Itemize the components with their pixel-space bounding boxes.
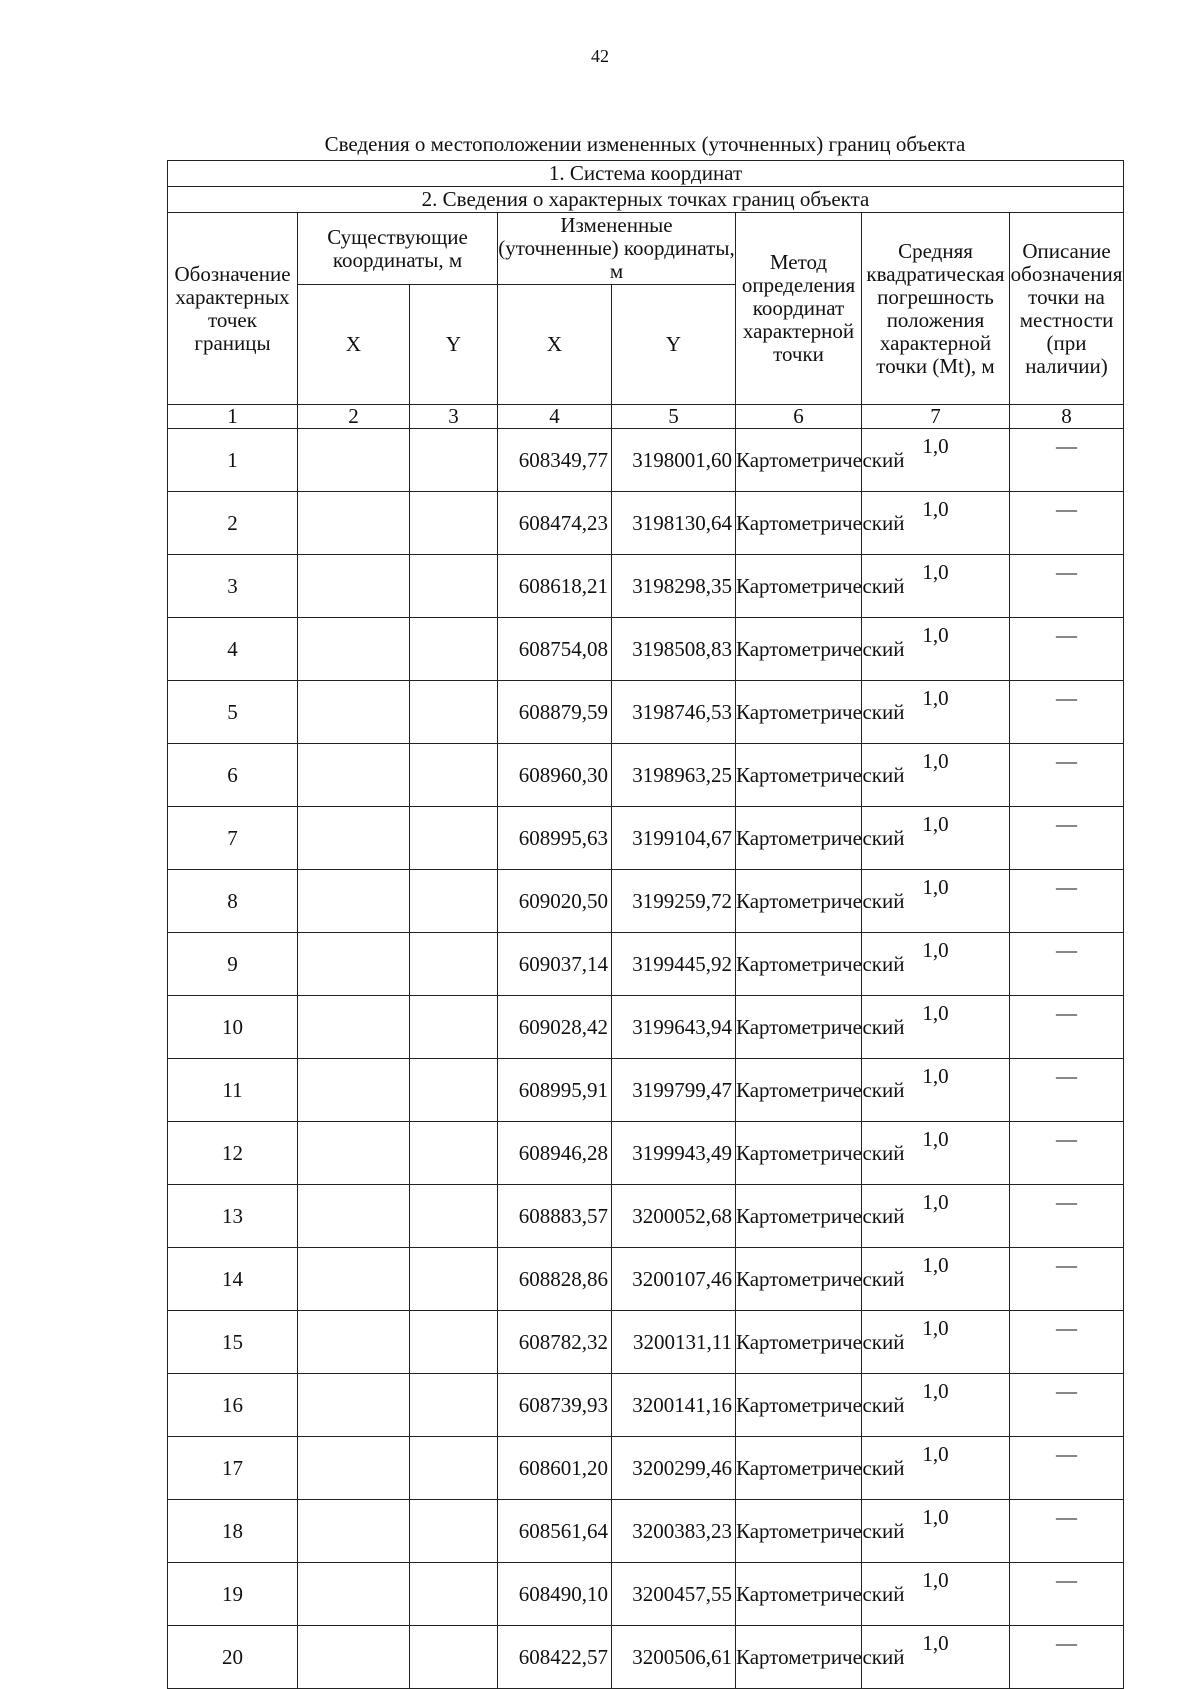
method-cell: Картометрический: [736, 807, 862, 870]
point-number-cell: 14: [168, 1248, 298, 1311]
point-number-cell: 1: [168, 429, 298, 492]
method-cell: Картометрический: [736, 1626, 862, 1689]
point-number-cell: 10: [168, 996, 298, 1059]
header-description: Описание обозначения точки на местности (при наличии): [1010, 213, 1124, 405]
point-number-cell: 2: [168, 492, 298, 555]
changed-x-cell: 608490,10: [498, 1563, 612, 1626]
header-existing-y: Y: [410, 285, 498, 405]
existing-y-cell: [410, 429, 498, 492]
changed-x-cell: 608946,28: [498, 1122, 612, 1185]
existing-x-cell: [298, 996, 410, 1059]
existing-y-cell: [410, 807, 498, 870]
column-number: 6: [736, 405, 862, 429]
changed-y-cell: 3199643,94: [612, 996, 736, 1059]
table-row: [168, 1185, 1124, 1248]
column-number: 1: [168, 405, 298, 429]
existing-x-cell: [298, 492, 410, 555]
existing-x-cell: [298, 1185, 410, 1248]
changed-x-cell: 608561,64: [498, 1500, 612, 1563]
changed-x-cell: 608960,30: [498, 744, 612, 807]
header-error: Средняя квадратическая погрешность положения характерной точки (Mt), м: [862, 213, 1010, 405]
existing-y-cell: [410, 618, 498, 681]
changed-y-cell: 3199259,72: [612, 870, 736, 933]
changed-y-cell: 3198130,64: [612, 492, 736, 555]
description-cell: —: [1010, 1248, 1124, 1311]
mt-cell: 1,0: [862, 1059, 1010, 1122]
description-cell: —: [1010, 807, 1124, 870]
existing-y-cell: [410, 744, 498, 807]
changed-y-cell: 3200506,61: [612, 1626, 736, 1689]
header-changed: Измененные (уточненные) координаты, м: [498, 213, 735, 283]
point-number-cell: 5: [168, 681, 298, 744]
table-row: [168, 492, 1124, 555]
changed-x-cell: 608879,59: [498, 681, 612, 744]
method-cell: Картометрический: [736, 870, 862, 933]
method-cell: Картометрический: [736, 996, 862, 1059]
changed-y-cell: 3198298,35: [612, 555, 736, 618]
changed-x-cell: 608739,93: [498, 1374, 612, 1437]
description-cell: —: [1010, 618, 1124, 681]
mt-cell: 1,0: [862, 618, 1010, 681]
existing-y-cell: [410, 681, 498, 744]
table-row: [168, 1437, 1124, 1500]
table-row: [168, 870, 1124, 933]
existing-x-cell: [298, 1437, 410, 1500]
section1-label: 1. Система координат: [168, 161, 1124, 187]
description-cell: —: [1010, 1374, 1124, 1437]
point-number-cell: 18: [168, 1500, 298, 1563]
table-row: [168, 807, 1124, 870]
mt-cell: 1,0: [862, 1437, 1010, 1500]
existing-x-cell: [298, 618, 410, 681]
section2-label: 2. Сведения о характерных точках границ объекта: [168, 187, 1124, 213]
changed-x-cell: 608782,32: [498, 1311, 612, 1374]
existing-y-cell: [410, 1185, 498, 1248]
method-cell: Картометрический: [736, 1437, 862, 1500]
section-coordinate-system: [168, 161, 1124, 187]
description-cell: —: [1010, 870, 1124, 933]
existing-x-cell: [298, 681, 410, 744]
description-cell: —: [1010, 1122, 1124, 1185]
changed-x-cell: 608995,91: [498, 1059, 612, 1122]
header-changed-x: X: [498, 285, 612, 405]
column-number: 5: [612, 405, 736, 429]
point-number-cell: 4: [168, 618, 298, 681]
existing-x-cell: [298, 1311, 410, 1374]
method-cell: Картометрический: [736, 1059, 862, 1122]
changed-y-cell: 3198001,60: [612, 429, 736, 492]
header-row: [168, 213, 1124, 285]
description-cell: —: [1010, 1311, 1124, 1374]
method-cell: Картометрический: [736, 618, 862, 681]
point-number-cell: 6: [168, 744, 298, 807]
description-cell: —: [1010, 1563, 1124, 1626]
header-existing-x: X: [298, 285, 410, 405]
description-cell: —: [1010, 1626, 1124, 1689]
existing-x-cell: [298, 1248, 410, 1311]
changed-y-cell: 3200299,46: [612, 1437, 736, 1500]
changed-y-cell: 3198508,83: [612, 618, 736, 681]
column-number: 2: [298, 405, 410, 429]
method-cell: Картометрический: [736, 1311, 862, 1374]
point-number-cell: 19: [168, 1563, 298, 1626]
mt-cell: 1,0: [862, 744, 1010, 807]
page-number: 42: [591, 46, 609, 66]
method-cell: Картометрический: [736, 1122, 862, 1185]
description-cell: —: [1010, 555, 1124, 618]
header-existing: Существующие координаты, м: [298, 213, 498, 285]
existing-y-cell: [410, 1059, 498, 1122]
existing-x-cell: [298, 744, 410, 807]
mt-cell: 1,0: [862, 1374, 1010, 1437]
changed-x-cell: 608422,57: [498, 1626, 612, 1689]
table-body: [168, 429, 1124, 1689]
changed-y-cell: 3199445,92: [612, 933, 736, 996]
existing-y-cell: [410, 555, 498, 618]
existing-x-cell: [298, 1374, 410, 1437]
point-number-cell: 20: [168, 1626, 298, 1689]
method-cell: Картометрический: [736, 429, 862, 492]
description-cell: —: [1010, 681, 1124, 744]
boundary-points-table: [167, 160, 1124, 1689]
existing-y-cell: [410, 1374, 498, 1437]
mt-cell: 1,0: [862, 996, 1010, 1059]
changed-y-cell: 3200052,68: [612, 1185, 736, 1248]
mt-cell: 1,0: [862, 1626, 1010, 1689]
mt-cell: 1,0: [862, 429, 1010, 492]
method-cell: Картометрический: [736, 555, 862, 618]
table-row: [168, 555, 1124, 618]
table-row: [168, 1248, 1124, 1311]
description-cell: —: [1010, 996, 1124, 1059]
existing-y-cell: [410, 1122, 498, 1185]
point-number-cell: 8: [168, 870, 298, 933]
changed-y-cell: 3200131,11: [612, 1311, 736, 1374]
table-row: [168, 1374, 1124, 1437]
existing-x-cell: [298, 429, 410, 492]
table-row: [168, 1500, 1124, 1563]
mt-cell: 1,0: [862, 870, 1010, 933]
method-cell: Картометрический: [736, 1248, 862, 1311]
existing-y-cell: [410, 870, 498, 933]
point-number-cell: 13: [168, 1185, 298, 1248]
column-number: 3: [410, 405, 498, 429]
existing-x-cell: [298, 933, 410, 996]
mt-cell: 1,0: [862, 681, 1010, 744]
existing-x-cell: [298, 1059, 410, 1122]
description-cell: —: [1010, 933, 1124, 996]
header-designation: Обозначение характерных точек границы: [168, 213, 298, 405]
mt-cell: 1,0: [862, 1311, 1010, 1374]
changed-y-cell: 3200141,16: [612, 1374, 736, 1437]
point-number-cell: 12: [168, 1122, 298, 1185]
point-number-cell: 9: [168, 933, 298, 996]
description-cell: —: [1010, 1437, 1124, 1500]
changed-x-cell: 608618,21: [498, 555, 612, 618]
mt-cell: 1,0: [862, 1248, 1010, 1311]
changed-x-cell: 608349,77: [498, 429, 612, 492]
point-number-cell: 11: [168, 1059, 298, 1122]
existing-y-cell: [410, 1563, 498, 1626]
mt-cell: 1,0: [862, 807, 1010, 870]
method-cell: Картометрический: [736, 933, 862, 996]
point-number-cell: 7: [168, 807, 298, 870]
mt-cell: 1,0: [862, 1563, 1010, 1626]
method-cell: Картометрический: [736, 681, 862, 744]
changed-y-cell: 3199943,49: [612, 1122, 736, 1185]
existing-y-cell: [410, 1626, 498, 1689]
column-number: 7: [862, 405, 1010, 429]
column-number: 4: [498, 405, 612, 429]
table-row: [168, 429, 1124, 492]
mt-cell: 1,0: [862, 492, 1010, 555]
changed-y-cell: 3198746,53: [612, 681, 736, 744]
changed-y-cell: 3200457,55: [612, 1563, 736, 1626]
document-title: Сведения о местоположении измененных (уточненных) границ объекта: [324, 132, 966, 156]
table-row: [168, 933, 1124, 996]
table-row: [168, 996, 1124, 1059]
table-row: [168, 1311, 1124, 1374]
mt-cell: 1,0: [862, 555, 1010, 618]
changed-y-cell: 3200107,46: [612, 1248, 736, 1311]
existing-y-cell: [410, 996, 498, 1059]
existing-y-cell: [410, 1248, 498, 1311]
changed-x-cell: 609037,14: [498, 933, 612, 996]
description-cell: —: [1010, 1500, 1124, 1563]
method-cell: Картометрический: [736, 1563, 862, 1626]
method-cell: Картометрический: [736, 1185, 862, 1248]
mt-cell: 1,0: [862, 1122, 1010, 1185]
column-number-row: [168, 405, 1124, 429]
point-number-cell: 15: [168, 1311, 298, 1374]
point-number-cell: 17: [168, 1437, 298, 1500]
header-changed-y: Y: [612, 285, 736, 405]
column-number: 8: [1010, 405, 1124, 429]
existing-y-cell: [410, 933, 498, 996]
method-cell: Картометрический: [736, 744, 862, 807]
existing-x-cell: [298, 1122, 410, 1185]
mt-cell: 1,0: [862, 933, 1010, 996]
mt-cell: 1,0: [862, 1185, 1010, 1248]
existing-y-cell: [410, 1311, 498, 1374]
changed-x-cell: 608828,86: [498, 1248, 612, 1311]
description-cell: —: [1010, 744, 1124, 807]
changed-x-cell: 608883,57: [498, 1185, 612, 1248]
point-number-cell: 3: [168, 555, 298, 618]
method-cell: Картометрический: [736, 492, 862, 555]
description-cell: —: [1010, 492, 1124, 555]
table-row: [168, 618, 1124, 681]
existing-x-cell: [298, 1626, 410, 1689]
existing-x-cell: [298, 1563, 410, 1626]
existing-y-cell: [410, 492, 498, 555]
changed-y-cell: 3199104,67: [612, 807, 736, 870]
existing-x-cell: [298, 1500, 410, 1563]
mt-cell: 1,0: [862, 1500, 1010, 1563]
method-cell: Картометрический: [736, 1374, 862, 1437]
changed-x-cell: 608601,20: [498, 1437, 612, 1500]
point-number-cell: 16: [168, 1374, 298, 1437]
description-cell: —: [1010, 1059, 1124, 1122]
method-cell: Картометрический: [736, 1500, 862, 1563]
section-characteristic-points: [168, 187, 1124, 213]
table-row: [168, 1563, 1124, 1626]
existing-x-cell: [298, 555, 410, 618]
description-cell: —: [1010, 429, 1124, 492]
table-row: [168, 1059, 1124, 1122]
table-row: [168, 1122, 1124, 1185]
changed-x-cell: 608754,08: [498, 618, 612, 681]
existing-x-cell: [298, 870, 410, 933]
table-row: [168, 744, 1124, 807]
changed-x-cell: 609028,42: [498, 996, 612, 1059]
existing-y-cell: [410, 1500, 498, 1563]
changed-x-cell: 609020,50: [498, 870, 612, 933]
changed-y-cell: 3200383,23: [612, 1500, 736, 1563]
changed-x-cell: 608474,23: [498, 492, 612, 555]
changed-x-cell: 608995,63: [498, 807, 612, 870]
changed-y-cell: 3198963,25: [612, 744, 736, 807]
existing-x-cell: [298, 807, 410, 870]
description-cell: —: [1010, 1185, 1124, 1248]
table-row: [168, 681, 1124, 744]
table-row: [168, 1626, 1124, 1689]
changed-y-cell: 3199799,47: [612, 1059, 736, 1122]
existing-y-cell: [410, 1437, 498, 1500]
header-method: Метод определения координат характерной точки: [736, 213, 862, 405]
